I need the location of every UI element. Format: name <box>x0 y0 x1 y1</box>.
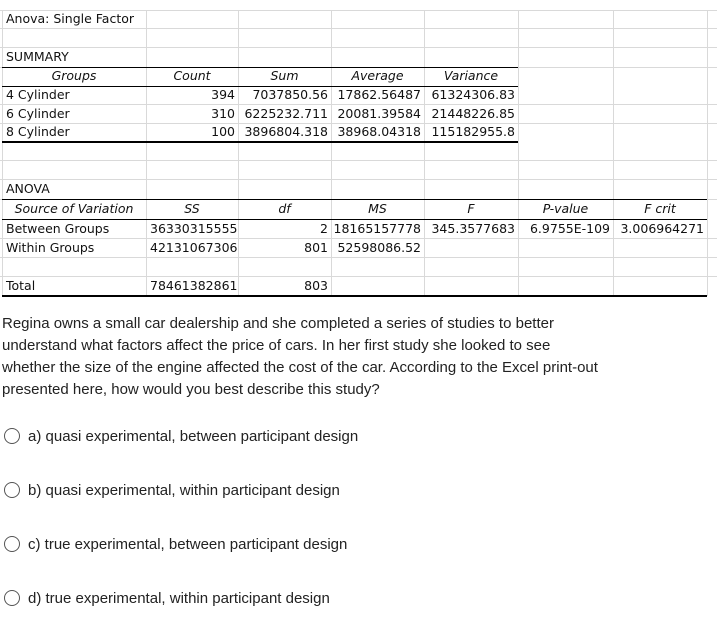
header-groups: Groups <box>51 68 97 83</box>
summary-count: 394 <box>211 87 235 102</box>
anova-ss: 36330315555 <box>150 221 238 236</box>
anova-ss: 42131067306 <box>150 240 238 255</box>
option-d[interactable] <box>4 587 330 609</box>
summary-group-name: 6 Cylinder <box>6 106 70 121</box>
anova-label: ANOVA <box>6 181 50 196</box>
anova-p-value: 6.9755E-109 <box>529 221 610 236</box>
option-a-label: a) quasi experimental, between participant design <box>28 427 359 445</box>
summary-group-name: 4 Cylinder <box>6 87 70 102</box>
question-text: Regina owns a small car dealership and she completed a series of studies to better understand what factors affect the price of cars. In her first study she looked to see whether the size of the engine affected the cost of the car. According to the Excel print-out presented here, how would you best describe this study? <box>2 315 598 398</box>
option-b[interactable] <box>4 479 340 501</box>
summary-sum: 7037850.56 <box>252 87 328 102</box>
radio-button-d[interactable] <box>4 590 20 606</box>
summary-average: 17862.56487 <box>337 87 421 102</box>
header-p-value: P-value <box>542 201 589 216</box>
total-label: Total <box>6 278 36 293</box>
summary-count: 100 <box>211 124 235 139</box>
summary-group-name: 8 Cylinder <box>6 124 70 139</box>
sheet-title: Anova: Single Factor <box>6 11 135 26</box>
anova-source: Within Groups <box>6 240 95 255</box>
anova-ms: 52598086.52 <box>337 240 421 255</box>
header-count: Count <box>173 68 211 83</box>
header-f-crit: F crit <box>644 201 676 216</box>
summary-average: 38968.04318 <box>337 124 421 139</box>
option-d-label: d) true experimental, within participant design <box>28 589 330 607</box>
header-ms: MS <box>368 201 387 216</box>
anova-spreadsheet <box>0 0 717 300</box>
anova-df: 801 <box>304 240 328 255</box>
summary-variance: 61324306.83 <box>431 87 515 102</box>
summary-variance: 115182955.8 <box>431 124 515 139</box>
total-df: 803 <box>304 278 328 293</box>
radio-button-a[interactable] <box>4 428 20 444</box>
summary-count: 310 <box>211 106 235 121</box>
option-b-label: b) quasi experimental, within participant design <box>28 481 340 499</box>
anova-ms: 18165157778 <box>333 221 421 236</box>
anova-f-crit: 3.006964271 <box>620 221 704 236</box>
summary-label: SUMMARY <box>6 49 69 64</box>
header-f: F <box>467 201 475 216</box>
option-a[interactable] <box>4 425 358 447</box>
option-c[interactable] <box>4 533 347 555</box>
anova-source: Between Groups <box>6 221 110 236</box>
header-variance: Variance <box>443 68 499 83</box>
header-source-of-variation: Source of Variation <box>14 201 134 216</box>
header-df: df <box>278 201 291 216</box>
total-ss: 78461382861 <box>150 278 238 293</box>
header-sum: Sum <box>270 68 299 83</box>
radio-button-c[interactable] <box>4 536 20 552</box>
anova-f: 345.3577683 <box>431 221 515 236</box>
option-c-label: c) true experimental, between participant design <box>28 535 348 553</box>
summary-average: 20081.39584 <box>337 106 421 121</box>
anova-df: 2 <box>320 221 328 236</box>
radio-button-b[interactable] <box>4 482 20 498</box>
summary-sum: 6225232.711 <box>244 106 328 121</box>
summary-variance: 21448226.85 <box>431 106 515 121</box>
header-average: Average <box>351 68 404 83</box>
header-ss: SS <box>184 201 200 216</box>
summary-sum: 3896804.318 <box>244 124 328 139</box>
